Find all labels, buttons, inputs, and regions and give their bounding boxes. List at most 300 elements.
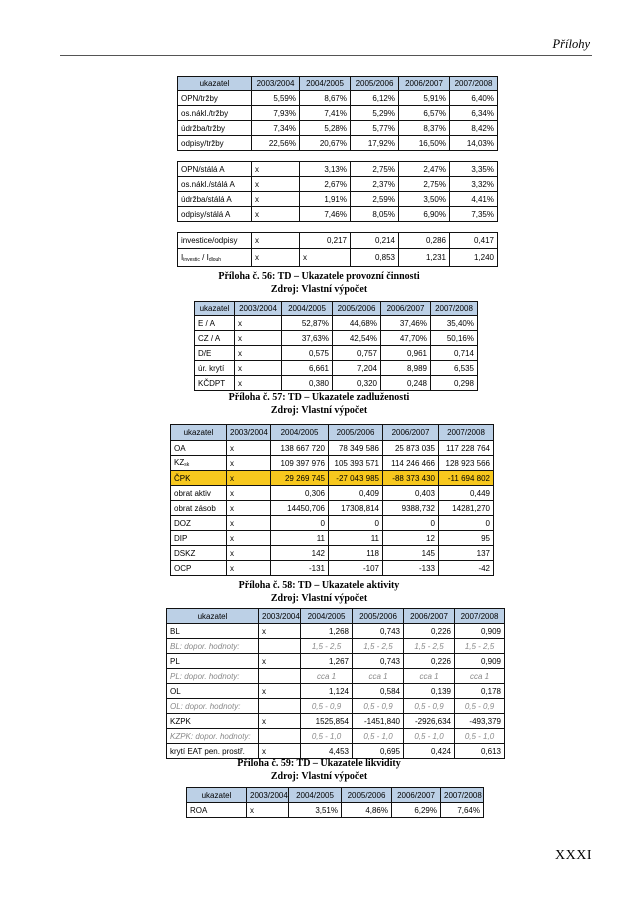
value-cell: 22,56%: [252, 136, 300, 151]
table-row: [171, 441, 494, 456]
value-cell: x: [235, 376, 282, 391]
value-cell: 117 228 764: [439, 441, 494, 456]
value-cell: 17,92%: [351, 136, 399, 151]
value-cell: 137: [439, 546, 494, 561]
table-row: [178, 249, 498, 267]
caption-59-title: Příloha č. 59: TD – Ukazatele likvidity: [237, 758, 401, 769]
value-cell: 29 269 745: [271, 471, 329, 486]
value-cell: 0,5 - 0,9: [455, 699, 505, 714]
liquidity-table: [166, 608, 505, 759]
value-cell: cca 1: [455, 669, 505, 684]
value-cell: 44,68%: [333, 316, 381, 331]
value-cell: 138 667 720: [271, 441, 329, 456]
row-label: os.nákl./stálá A: [178, 177, 252, 192]
value-cell: 6,40%: [450, 91, 498, 106]
value-cell: x: [227, 501, 271, 516]
row-label: KČDPT: [195, 376, 235, 391]
value-cell: -107: [329, 561, 383, 576]
column-header: 2003/2004: [247, 788, 289, 803]
value-cell: 145: [383, 546, 439, 561]
caption-56-title: Příloha č. 56: TD – Ukazatele provozní činnosti: [218, 271, 420, 282]
column-header: 2006/2007: [399, 77, 450, 91]
row-label: obrat aktiv: [171, 486, 227, 501]
spacer-cell: [300, 151, 351, 162]
table-row: [167, 729, 505, 744]
column-header: 2005/2006: [353, 609, 404, 624]
value-cell: 0,853: [351, 249, 399, 267]
value-cell: 1,5 - 2,5: [301, 639, 353, 654]
value-cell: x: [259, 624, 301, 639]
value-cell: 8,67%: [300, 91, 351, 106]
value-cell: 0,217: [300, 233, 351, 249]
value-cell: 42,54%: [333, 331, 381, 346]
table-row: [171, 516, 494, 531]
table-row: [171, 456, 494, 471]
value-cell: 1,231: [399, 249, 450, 267]
value-cell: 0,226: [404, 624, 455, 639]
value-cell: 0,5 - 1,0: [301, 729, 353, 744]
value-cell: 7,204: [333, 361, 381, 376]
label-main: KZ: [174, 458, 185, 467]
table-row: [195, 361, 478, 376]
value-cell: 37,63%: [282, 331, 333, 346]
value-cell: x: [235, 361, 282, 376]
page-number: XXXI: [555, 848, 592, 863]
spacer-cell: [178, 222, 252, 233]
value-cell: 2,59%: [351, 192, 399, 207]
value-cell: x: [259, 714, 301, 729]
value-cell: [259, 639, 301, 654]
row-label: DSKZ: [171, 546, 227, 561]
value-cell: [259, 699, 301, 714]
row-label: ČPK: [171, 471, 227, 486]
table-row: [187, 803, 484, 818]
spacer-cell: [351, 151, 399, 162]
column-header: ukazatel: [167, 609, 259, 624]
value-cell: 8,05%: [351, 207, 399, 222]
value-cell: x: [252, 249, 300, 267]
value-cell: 0,178: [455, 684, 505, 699]
spacer-cell: [252, 222, 300, 233]
row-label: [171, 456, 227, 471]
value-cell: 0: [271, 516, 329, 531]
column-header: 2003/2004: [235, 302, 282, 316]
value-cell: -88 373 430: [383, 471, 439, 486]
value-cell: 3,13%: [300, 162, 351, 177]
value-cell: 12: [383, 531, 439, 546]
value-cell: 8,989: [381, 361, 431, 376]
value-cell: -493,379: [455, 714, 505, 729]
table-row: [167, 714, 505, 729]
table-row: [178, 106, 498, 121]
value-cell: 5,29%: [351, 106, 399, 121]
column-header: 2004/2005: [282, 302, 333, 316]
value-cell: 105 393 571: [329, 456, 383, 471]
table-row: [195, 331, 478, 346]
value-cell: 7,35%: [450, 207, 498, 222]
value-cell: 37,46%: [381, 316, 431, 331]
table-row: [195, 316, 478, 331]
label-subscript: dlouh: [208, 256, 222, 263]
value-cell: 52,87%: [282, 316, 333, 331]
value-cell: 9388,732: [383, 501, 439, 516]
value-cell: 2,75%: [399, 177, 450, 192]
indebtedness-table: [194, 301, 478, 391]
row-label: os.nákl./tržby: [178, 106, 252, 121]
value-cell: x: [259, 744, 301, 759]
activity-table: [170, 424, 494, 576]
caption-56: [0, 270, 638, 296]
value-cell: 0,5 - 0,9: [404, 699, 455, 714]
spacer-cell: [399, 222, 450, 233]
caption-56-source: Zdroj: Vlastní výpočet: [270, 284, 368, 295]
value-cell: 50,16%: [431, 331, 478, 346]
table-row: [195, 346, 478, 361]
row-label: ROA: [187, 803, 247, 818]
value-cell: 0,743: [353, 624, 404, 639]
column-header: ukazatel: [171, 425, 227, 441]
value-cell: 5,91%: [399, 91, 450, 106]
table-row: [167, 684, 505, 699]
value-cell: 6,29%: [392, 803, 441, 818]
row-label: CZ / A: [195, 331, 235, 346]
value-cell: 0,320: [333, 376, 381, 391]
spacer-row: [178, 222, 498, 233]
value-cell: 0,139: [404, 684, 455, 699]
value-cell: 0,575: [282, 346, 333, 361]
row-label: E / A: [195, 316, 235, 331]
table-header-row: [178, 77, 498, 91]
table-row: [167, 639, 505, 654]
column-header: 2006/2007: [383, 425, 439, 441]
column-header: 2004/2005: [301, 609, 353, 624]
value-cell: 6,661: [282, 361, 333, 376]
value-cell: 3,51%: [289, 803, 342, 818]
value-cell: x: [227, 516, 271, 531]
value-cell: 1525,854: [301, 714, 353, 729]
value-cell: 0,5 - 1,0: [404, 729, 455, 744]
column-header: 2003/2004: [227, 425, 271, 441]
row-label: KZPK: [167, 714, 259, 729]
value-cell: 7,41%: [300, 106, 351, 121]
value-cell: 25 873 035: [383, 441, 439, 456]
value-cell: x: [252, 207, 300, 222]
value-cell: 1,5 - 2,5: [455, 639, 505, 654]
value-cell: 1,267: [301, 654, 353, 669]
caption-58: [0, 579, 638, 605]
table-header-row: [167, 609, 505, 624]
row-label: OCP: [171, 561, 227, 576]
column-header: 2005/2006: [351, 77, 399, 91]
value-cell: 0,214: [351, 233, 399, 249]
row-label: odpisy/stálá A: [178, 207, 252, 222]
value-cell: 2,37%: [351, 177, 399, 192]
running-header: [60, 36, 592, 56]
column-header: 2004/2005: [271, 425, 329, 441]
value-cell: 0,613: [455, 744, 505, 759]
spacer-cell: [252, 151, 300, 162]
value-cell: -27 043 985: [329, 471, 383, 486]
value-cell: 7,34%: [252, 121, 300, 136]
value-cell: 142: [271, 546, 329, 561]
row-label: OA: [171, 441, 227, 456]
value-cell: 0: [383, 516, 439, 531]
spacer-cell: [351, 222, 399, 233]
value-cell: 0,286: [399, 233, 450, 249]
table-row: [178, 192, 498, 207]
spacer-cell: [178, 151, 252, 162]
value-cell: 5,59%: [252, 91, 300, 106]
label-main: I: [181, 252, 184, 262]
value-cell: x: [235, 316, 282, 331]
value-cell: 4,86%: [342, 803, 392, 818]
caption-58-title: Příloha č. 58: TD – Ukazatele aktivity: [238, 580, 400, 591]
value-cell: -133: [383, 561, 439, 576]
row-label: DOZ: [171, 516, 227, 531]
value-cell: x: [227, 546, 271, 561]
value-cell: 0,424: [404, 744, 455, 759]
value-cell: x: [300, 249, 351, 267]
value-cell: 0,5 - 1,0: [455, 729, 505, 744]
column-header: ukazatel: [178, 77, 252, 91]
value-cell: -42: [439, 561, 494, 576]
table-row: [167, 699, 505, 714]
column-header: 2003/2004: [259, 609, 301, 624]
value-cell: 2,47%: [399, 162, 450, 177]
value-cell: 1,5 - 2,5: [404, 639, 455, 654]
value-cell: 0,306: [271, 486, 329, 501]
row-label: obrat zásob: [171, 501, 227, 516]
value-cell: 0,5 - 0,9: [353, 699, 404, 714]
table-header-row: [187, 788, 484, 803]
value-cell: x: [252, 177, 300, 192]
spacer-cell: [450, 222, 498, 233]
column-header: ukazatel: [187, 788, 247, 803]
row-label: údržba/stálá A: [178, 192, 252, 207]
value-cell: 0,584: [353, 684, 404, 699]
value-cell: 7,64%: [441, 803, 484, 818]
value-cell: cca 1: [404, 669, 455, 684]
value-cell: 6,34%: [450, 106, 498, 121]
value-cell: 14450,706: [271, 501, 329, 516]
table-row: [195, 376, 478, 391]
value-cell: 11: [271, 531, 329, 546]
value-cell: 2,75%: [351, 162, 399, 177]
value-cell: x: [227, 486, 271, 501]
value-cell: 1,124: [301, 684, 353, 699]
table-row: [167, 654, 505, 669]
row-label: [178, 249, 252, 267]
profitability-table: [186, 787, 484, 818]
value-cell: 11: [329, 531, 383, 546]
value-cell: cca 1: [353, 669, 404, 684]
value-cell: 47,70%: [381, 331, 431, 346]
caption-59-source: Zdroj: Vlastní výpočet: [270, 771, 368, 782]
value-cell: 0,298: [431, 376, 478, 391]
value-cell: 0,409: [329, 486, 383, 501]
row-label: OPN/tržby: [178, 91, 252, 106]
column-header: 2006/2007: [392, 788, 441, 803]
table-row: [171, 531, 494, 546]
value-cell: 35,40%: [431, 316, 478, 331]
column-header: 2003/2004: [252, 77, 300, 91]
caption-59: [0, 757, 638, 783]
row-label: BL: dopor. hodnoty:: [167, 639, 259, 654]
value-cell: 78 349 586: [329, 441, 383, 456]
value-cell: -11 694 802: [439, 471, 494, 486]
row-label: OL: dopor. hodnoty:: [167, 699, 259, 714]
spacer-cell: [450, 151, 498, 162]
table-row: [178, 177, 498, 192]
table-header-row: [171, 425, 494, 441]
value-cell: x: [252, 162, 300, 177]
value-cell: 0,909: [455, 624, 505, 639]
value-cell: 0,695: [353, 744, 404, 759]
value-cell: [259, 669, 301, 684]
value-cell: x: [259, 684, 301, 699]
value-cell: -1451,840: [353, 714, 404, 729]
value-cell: 0,449: [439, 486, 494, 501]
value-cell: 20,67%: [300, 136, 351, 151]
value-cell: 6,12%: [351, 91, 399, 106]
value-cell: x: [252, 192, 300, 207]
column-header: 2005/2006: [333, 302, 381, 316]
row-label: PL: dopor. hodnoty:: [167, 669, 259, 684]
value-cell: 128 923 566: [439, 456, 494, 471]
table-row: [178, 207, 498, 222]
row-label: PL: [167, 654, 259, 669]
caption-57: [0, 391, 638, 417]
row-label: BL: [167, 624, 259, 639]
value-cell: x: [227, 471, 271, 486]
value-cell: 0,5 - 1,0: [353, 729, 404, 744]
value-cell: cca 1: [301, 669, 353, 684]
value-cell: 0,909: [455, 654, 505, 669]
operating-indicators-table: [177, 76, 498, 267]
value-cell: x: [227, 441, 271, 456]
value-cell: 0,248: [381, 376, 431, 391]
value-cell: -131: [271, 561, 329, 576]
table-row: [171, 546, 494, 561]
value-cell: 5,77%: [351, 121, 399, 136]
label-subscript: investic: [183, 256, 200, 263]
value-cell: 4,453: [301, 744, 353, 759]
value-cell: 1,268: [301, 624, 353, 639]
value-cell: 14281,270: [439, 501, 494, 516]
value-cell: 0,714: [431, 346, 478, 361]
column-header: 2005/2006: [342, 788, 392, 803]
table-row: [178, 162, 498, 177]
value-cell: 8,42%: [450, 121, 498, 136]
value-cell: 16,50%: [399, 136, 450, 151]
caption-58-source: Zdroj: Vlastní výpočet: [270, 593, 368, 604]
value-cell: 109 397 976: [271, 456, 329, 471]
value-cell: 6,535: [431, 361, 478, 376]
table-row: [178, 91, 498, 106]
column-header: 2006/2007: [381, 302, 431, 316]
value-cell: 1,240: [450, 249, 498, 267]
value-cell: 0,757: [333, 346, 381, 361]
value-cell: 3,32%: [450, 177, 498, 192]
spacer-cell: [399, 151, 450, 162]
value-cell: x: [235, 331, 282, 346]
value-cell: 7,46%: [300, 207, 351, 222]
value-cell: x: [259, 654, 301, 669]
row-label: úr. krytí: [195, 361, 235, 376]
value-cell: 0: [329, 516, 383, 531]
value-cell: [259, 729, 301, 744]
row-label: OL: [167, 684, 259, 699]
spacer-row: [178, 151, 498, 162]
row-label: krytí EAT pen. prostř.: [167, 744, 259, 759]
column-header: 2004/2005: [300, 77, 351, 91]
value-cell: 114 246 466: [383, 456, 439, 471]
value-cell: 95: [439, 531, 494, 546]
table-row: [178, 121, 498, 136]
column-header: ukazatel: [195, 302, 235, 316]
value-cell: x: [227, 561, 271, 576]
value-cell: -2926,634: [404, 714, 455, 729]
row-label: údržba/tržby: [178, 121, 252, 136]
value-cell: 3,50%: [399, 192, 450, 207]
value-cell: 3,35%: [450, 162, 498, 177]
value-cell: 0,961: [381, 346, 431, 361]
value-cell: 6,57%: [399, 106, 450, 121]
column-header: 2007/2008: [450, 77, 498, 91]
value-cell: 0,417: [450, 233, 498, 249]
value-cell: 14,03%: [450, 136, 498, 151]
value-cell: x: [247, 803, 289, 818]
table-row: [167, 624, 505, 639]
value-cell: 2,67%: [300, 177, 351, 192]
value-cell: 0,743: [353, 654, 404, 669]
caption-57-source: Zdroj: Vlastní výpočet: [270, 405, 368, 416]
value-cell: 7,93%: [252, 106, 300, 121]
value-cell: 6,90%: [399, 207, 450, 222]
value-cell: 5,28%: [300, 121, 351, 136]
row-label: KZPK: dopor. hodnoty:: [167, 729, 259, 744]
row-label: odpisy/tržby: [178, 136, 252, 151]
value-cell: 0,380: [282, 376, 333, 391]
value-cell: x: [252, 233, 300, 249]
row-label: investice/odpisy: [178, 233, 252, 249]
column-header: 2004/2005: [289, 788, 342, 803]
row-label: D/E: [195, 346, 235, 361]
column-header: 2007/2008: [455, 609, 505, 624]
column-header: 2007/2008: [441, 788, 484, 803]
table-row: [171, 486, 494, 501]
value-cell: 8,37%: [399, 121, 450, 136]
value-cell: 118: [329, 546, 383, 561]
value-cell: 0,5 - 0,9: [301, 699, 353, 714]
value-cell: x: [227, 456, 271, 471]
value-cell: 4,41%: [450, 192, 498, 207]
value-cell: 0,403: [383, 486, 439, 501]
table-row: [178, 136, 498, 151]
column-header: 2007/2008: [431, 302, 478, 316]
label-separator: / I: [199, 252, 209, 262]
row-label: DIP: [171, 531, 227, 546]
column-header: 2007/2008: [439, 425, 494, 441]
column-header: 2006/2007: [404, 609, 455, 624]
label-subscript: sk: [184, 462, 190, 468]
value-cell: 17308,814: [329, 501, 383, 516]
value-cell: 1,91%: [300, 192, 351, 207]
column-header: 2005/2006: [329, 425, 383, 441]
value-cell: x: [227, 531, 271, 546]
table-row: [171, 561, 494, 576]
value-cell: 0,226: [404, 654, 455, 669]
